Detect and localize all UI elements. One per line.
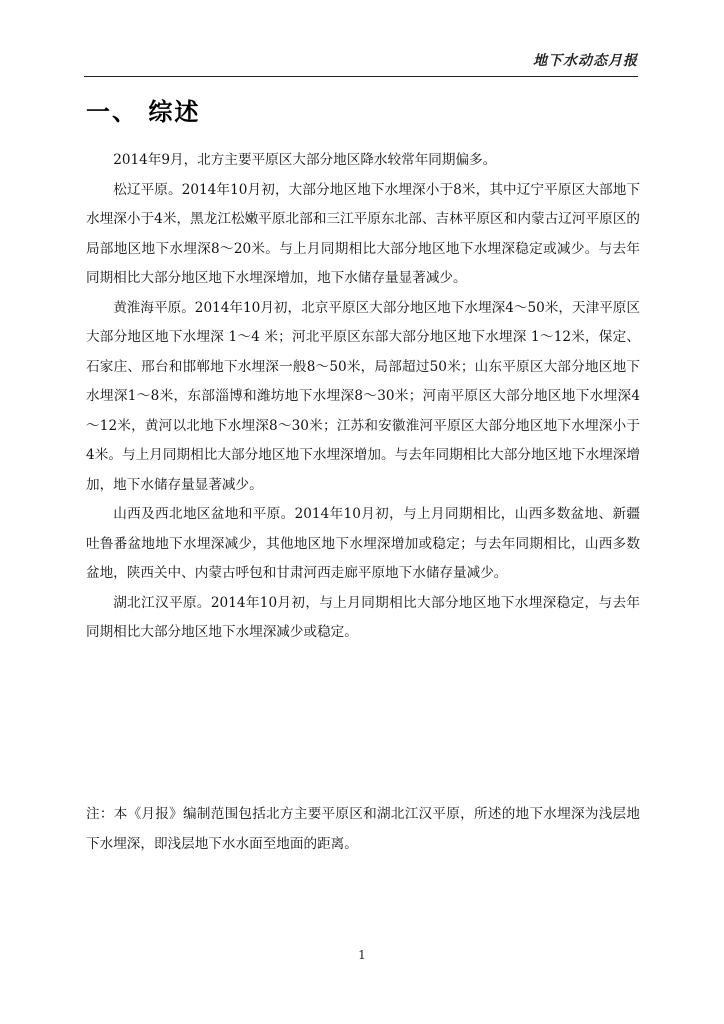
header-divider (84, 76, 638, 77)
paragraph-shanxi-northwest: 山西及西北地区盆地和平原。2014年10月初，与上月同期相比，山西多数盆地、新疆吐鲁番盆地地下水埋深减少，其他地区地下水埋深增加或稳定；与去年同期相比，山西多数盆地，陕西关中、内蒙古呼包和甘肃河西走廊平原地下水储存量减少。 (86, 506, 640, 581)
report-title: 地下水动态月报 (533, 53, 638, 69)
page-number: 1 (358, 948, 366, 962)
paragraph-overview: 2014年9月，北方主要平原区大部分地区降水较常年同期偏多。 (113, 152, 497, 168)
paragraph-songliao: 松辽平原。2014年10月初，大部分地区地下水埋深小于8米，其中辽宁平原区大部地下水埋深小于4米，黑龙江松嫩平原北部和三江平原东北部、吉林平原区和内蒙古辽河平原区的局部地区地下水埋深8～20米。与上月同期相比大部分地区地下水埋深稳定或减少。与去年同期相比大部分地区地下水埋深增加，地下水储存量显著减少。 (86, 181, 640, 286)
paragraph-huanghuaihai: 黄淮海平原。2014年10月初，北京平原区大部分地区地下水埋深4～50米，天津平原区大部分地区地下水埋深 1～4 米；河北平原区东部大部分地区地下水埋深 1～12米，保定、石家庄、邢台和邯郸地下水埋深一般8～50米，局部超过50米；山东平原区大部分地区地下水埋深1～8米，东部淄博和潍坊地下水埋深8～30米；河南平原区大部分地区地下水埋深4～12米，黄河以北地下水埋深8～30米；江苏和安徽淮河平原区大部分地区地下水埋深小于4米。与上月同期相比大部分地区地下水埋深增加。与去年同期相比大部分地区地下水埋深增加，地下水储存量显著减少。 (86, 299, 640, 493)
footnote: 注：本《月报》编制范围包括北方主要平原区和湖北江汉平原，所述的地下水埋深为浅层地下水埋深，即浅层地下水水面至地面的距离。 (86, 806, 640, 852)
paragraph-jianghan: 湖北江汉平原。2014年10月初，与上月同期相比大部分地区地下水埋深稳定，与去年同期相比大部分地区地下水埋深减少或稳定。 (86, 594, 640, 640)
section-heading: 一、 综述 (86, 97, 201, 126)
summary-body (86, 146, 640, 648)
